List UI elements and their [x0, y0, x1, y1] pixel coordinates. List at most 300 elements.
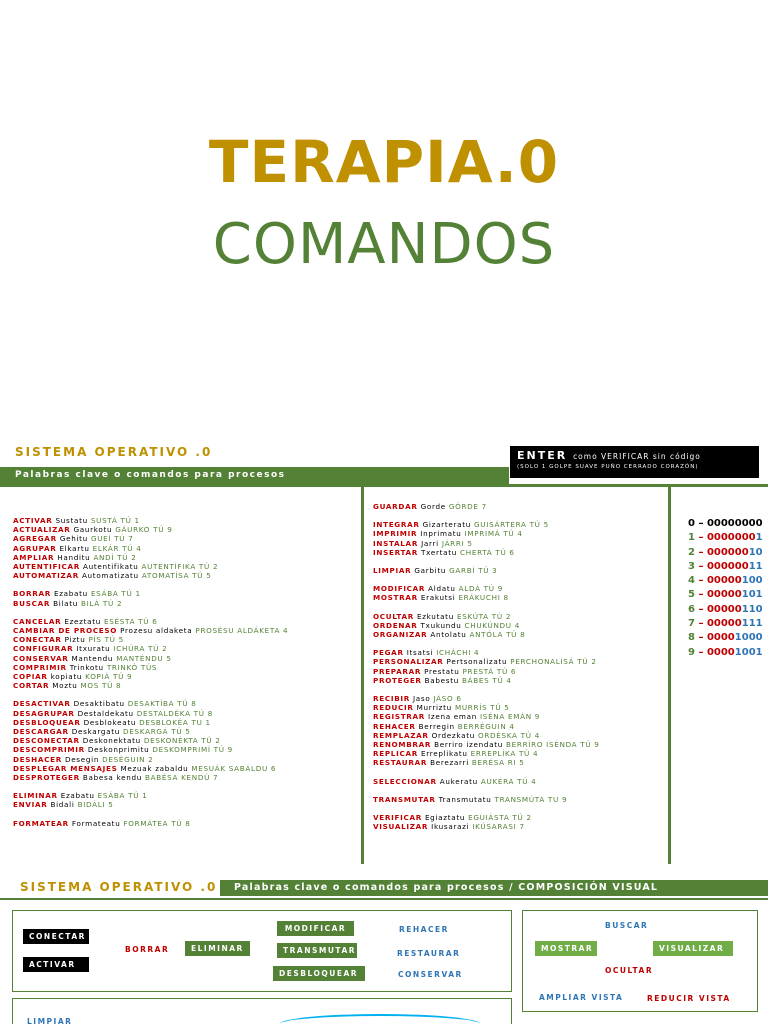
code-row — [688, 646, 763, 660]
command-keyword: DESAGRUPAR — [13, 708, 75, 718]
command-phonetic: FORMÁTEA TÚ 8 — [123, 818, 191, 828]
command-phonetic: ESÁBA TÚ 1 — [90, 589, 141, 599]
slide1-title: SISTEMA OPERATIVO .0 — [15, 445, 213, 459]
command-phonetic: BÁBES TÚ 4 — [462, 675, 512, 685]
command-row — [373, 822, 600, 831]
code-digit: 3 — [688, 560, 695, 572]
slide1-rule — [0, 484, 768, 487]
command-keyword: REPLICAR — [373, 749, 418, 759]
code-separator: – — [694, 603, 707, 615]
code-low-bits: 111 — [741, 618, 763, 630]
command-phonetic: GUISÁRTERA TÚ 5 — [474, 520, 549, 530]
code-digit: 8 — [688, 632, 695, 644]
command-keyword: PERSONALIZAR — [373, 657, 444, 667]
command-row — [13, 681, 288, 690]
group-gap — [13, 608, 288, 617]
code-low-bits: 1 — [755, 532, 763, 544]
column-divider-2 — [668, 487, 671, 864]
command-keyword: REGISTRAR — [373, 712, 426, 722]
command-keyword: DESPLEGAR MENSAJES — [13, 763, 118, 773]
panel-view — [522, 910, 758, 1012]
command-row — [373, 667, 600, 676]
command-keyword: CONFIGURAR — [13, 644, 74, 654]
command-row — [13, 599, 288, 608]
command-row — [373, 731, 600, 740]
command-basque: Ikusarazi — [431, 822, 470, 832]
command-row — [13, 736, 288, 745]
tag-mostrar: MOSTRAR — [535, 941, 597, 956]
command-phonetic: ICHÚRA TÚ 2 — [113, 644, 168, 654]
command-phonetic: CHUKÚNDU 4 — [464, 620, 521, 630]
tag-visualizar: VISUALIZAR — [653, 941, 733, 956]
enter-rest: como VERIFICAR sin código — [573, 452, 701, 461]
group-gap — [13, 580, 288, 589]
command-row — [13, 553, 288, 562]
group-gap — [13, 810, 288, 819]
command-basque: Bidali — [50, 800, 75, 810]
command-keyword: PEGAR — [373, 648, 404, 658]
command-basque: Jaso — [412, 694, 431, 704]
command-keyword: ENVIAR — [13, 800, 48, 810]
command-keyword: DESCOMPRIMIR — [13, 745, 85, 755]
code-row — [688, 560, 763, 574]
command-keyword: OCULTAR — [373, 611, 414, 621]
command-basque: Garbitu — [414, 566, 447, 576]
tag-modificar: MODIFICAR — [277, 921, 354, 936]
command-basque: Egiaztatu — [424, 813, 466, 823]
command-phonetic: JÁRRI 5 — [441, 538, 473, 548]
command-row — [13, 589, 288, 598]
command-keyword: SELECCIONAR — [373, 776, 437, 786]
command-phonetic: MOS TÚ 8 — [80, 681, 122, 691]
command-keyword: TRANSMUTAR — [373, 794, 436, 804]
command-basque: Ezabatu — [60, 791, 95, 801]
command-basque: Antolatu — [430, 630, 467, 640]
code-high-bits: 00000000 — [706, 518, 763, 529]
command-keyword: AUTENTIFICAR — [13, 562, 80, 572]
command-phonetic: EGUIÁSTA TÚ 2 — [468, 813, 532, 823]
tag-activar: ACTIVAR — [23, 957, 89, 972]
command-basque: Autentifikatu — [82, 562, 139, 572]
text-rehacer: REHACER — [399, 925, 449, 934]
command-keyword: VERIFICAR — [373, 813, 422, 823]
code-digit: 4 — [688, 575, 695, 587]
command-keyword: ORDENAR — [373, 620, 418, 630]
command-keyword: REDUCIR — [373, 703, 414, 713]
cover-page — [0, 0, 768, 418]
group-gap — [373, 557, 600, 566]
command-basque: Jarri — [421, 538, 439, 548]
command-row — [373, 722, 600, 731]
code-digit: 5 — [688, 589, 695, 601]
command-row — [13, 562, 288, 571]
command-basque: Murriztu — [416, 703, 452, 713]
command-keyword: DESPROTEGER — [13, 773, 80, 783]
command-keyword: VISUALIZAR — [373, 822, 429, 832]
command-keyword: DESHACER — [13, 754, 62, 764]
code-low-bits: 1000 — [734, 632, 763, 644]
command-keyword: COMPRIMIR — [13, 662, 67, 672]
command-phonetic: ERREPLÍKA TÚ 4 — [470, 749, 539, 759]
enter-note-main — [517, 449, 752, 462]
command-row — [373, 621, 600, 630]
text-borrar: BORRAR — [125, 945, 170, 954]
code-digit: 0 — [688, 518, 695, 529]
command-phonetic: GUEÍ TÚ 7 — [90, 534, 134, 544]
command-basque: Inprimatu — [420, 529, 462, 539]
code-separator: – — [694, 618, 707, 630]
command-basque: Piztu — [64, 635, 86, 645]
command-keyword: PREPARAR — [373, 666, 422, 676]
command-phonetic: ANDÍ TÚ 2 — [93, 552, 137, 562]
command-basque: Desaktibatu — [73, 699, 125, 709]
command-phonetic: ORDÉSKA TÚ 4 — [477, 730, 540, 740]
text-ampliar-vista: AMPLIAR VISTA — [539, 993, 624, 1002]
command-row — [373, 612, 600, 621]
text-restaurar: RESTAURAR — [397, 949, 461, 958]
text-buscar: BUSCAR — [605, 921, 649, 930]
command-phonetic: PRESTÁ TÚ 6 — [462, 666, 517, 676]
command-phonetic: ATOMATÍSA TÚ 5 — [141, 571, 212, 581]
command-basque: Erreplikatu — [420, 749, 468, 759]
command-row — [13, 764, 288, 773]
command-phonetic: ICHÁCHI 4 — [436, 648, 480, 658]
command-phonetic: GÁURKO TÚ 9 — [115, 525, 173, 535]
code-separator: – — [694, 518, 707, 529]
command-basque: Handitu — [57, 552, 91, 562]
command-basque: Desblokeatu — [83, 717, 137, 727]
code-high-bits: 00000 — [706, 589, 742, 601]
command-keyword: AGRUPAR — [13, 543, 57, 553]
command-row — [373, 694, 600, 703]
command-phonetic: IMPRIMÁ TÚ 4 — [464, 529, 523, 539]
code-separator: – — [694, 632, 707, 644]
group-gap — [373, 685, 600, 694]
code-row — [688, 588, 763, 602]
command-phonetic: GÓRDE 7 — [448, 502, 487, 511]
code-row — [688, 531, 763, 545]
command-row — [373, 520, 600, 529]
command-phonetic: DESAKTÍBA TÚ 8 — [127, 699, 197, 709]
command-row — [13, 544, 288, 553]
command-phonetic: BERRÍRO ISÉNDA TÚ 9 — [506, 740, 600, 750]
command-row — [373, 648, 600, 657]
command-row — [373, 676, 600, 685]
code-high-bits: 0000 — [706, 646, 735, 658]
command-phonetic: MESUÁK SABÁLDU 6 — [191, 763, 277, 773]
command-phonetic: CHERTÁ TÚ 6 — [460, 547, 515, 557]
command-row — [13, 745, 288, 754]
command-basque: Babesa kendu — [82, 773, 142, 783]
group-gap — [13, 690, 288, 699]
code-separator: – — [694, 560, 707, 572]
command-row — [373, 712, 600, 721]
command-basque: Formateatu — [71, 818, 121, 828]
command-row — [373, 740, 600, 749]
group-gap — [13, 782, 288, 791]
command-keyword: CONSERVAR — [13, 653, 69, 663]
command-basque: Berezarri — [430, 758, 469, 768]
command-row — [373, 813, 600, 822]
command-basque: Itxuratu — [76, 644, 111, 654]
command-row — [13, 617, 288, 626]
command-row — [373, 593, 600, 602]
command-keyword: ACTUALIZAR — [13, 525, 71, 535]
command-keyword: CANCELAR — [13, 616, 62, 626]
command-phonetic: PERCHONALISÁ TÚ 2 — [510, 657, 597, 667]
code-low-bits: 11 — [748, 560, 763, 572]
command-row — [13, 718, 288, 727]
command-basque: Ezkutatu — [416, 611, 454, 621]
command-row — [13, 516, 288, 525]
command-row — [373, 703, 600, 712]
code-high-bits: 000000 — [706, 560, 749, 572]
command-basque: Berregin — [418, 721, 455, 731]
code-separator: – — [694, 532, 707, 544]
command-keyword: ACTIVAR — [13, 516, 53, 525]
command-row — [13, 571, 288, 580]
command-basque: Prozesu aldaketa — [120, 626, 193, 636]
code-low-bits: 100 — [741, 575, 763, 587]
command-phonetic: BIDÁLI 5 — [77, 800, 114, 810]
command-keyword: RENOMBRAR — [373, 740, 432, 750]
enter-note-sub: (SOLO 1 GOLPE SUAVE PUÑO CERRADO CORAZÓN) — [517, 464, 699, 470]
command-phonetic: ANTÓLA TÚ 8 — [469, 630, 526, 640]
code-digit: 9 — [688, 646, 695, 658]
command-phonetic: AUTENTÍFIKA TÚ 2 — [141, 562, 219, 572]
command-keyword: ELIMINAR — [13, 791, 58, 801]
tag-eliminar: ELIMINAR — [185, 941, 250, 956]
code-row — [688, 517, 763, 531]
command-phonetic: MANTÉNDU 5 — [116, 653, 172, 663]
command-keyword: AUTOMATIZAR — [13, 571, 79, 581]
command-keyword: DESACTIVAR — [13, 699, 71, 709]
command-row — [13, 672, 288, 681]
command-phonetic: DESKONÉKTA TÚ 2 — [143, 736, 221, 746]
command-keyword: AGREGAR — [13, 534, 57, 544]
command-row — [373, 749, 600, 758]
command-basque: Gorde — [420, 502, 446, 511]
command-keyword: CONECTAR — [13, 635, 62, 645]
command-keyword: COPIAR — [13, 672, 48, 682]
enter-keyword: ENTER — [517, 449, 568, 462]
command-basque: Aukeratu — [439, 776, 478, 786]
group-gap — [373, 511, 600, 520]
command-row — [373, 657, 600, 666]
command-keyword: BORRAR — [13, 589, 51, 599]
command-phonetic: PROSÉSU ALDÁKETA 4 — [195, 626, 289, 636]
command-row — [373, 777, 600, 786]
command-keyword: REMPLAZAR — [373, 730, 429, 740]
command-row — [373, 548, 600, 557]
slide1-subtitle-bar: Palabras clave o comandos para procesos — [0, 467, 509, 485]
command-row — [13, 663, 288, 672]
command-phonetic: ELKÁR TÚ 4 — [92, 543, 142, 553]
slide2-title: SISTEMA OPERATIVO .0 — [20, 880, 218, 894]
command-keyword: GUARDAR — [373, 502, 418, 511]
command-phonetic: BABÉSA KENDÚ 7 — [144, 773, 219, 783]
enter-note — [510, 446, 759, 478]
command-phonetic: TRANSMÚTA TU 9 — [494, 794, 568, 804]
text-ocultar: OCULTAR — [605, 966, 654, 975]
command-basque: Aldatu — [428, 584, 456, 594]
commands-column-middle — [373, 502, 600, 831]
command-keyword: LIMPIAR — [373, 566, 412, 576]
code-low-bits: 101 — [741, 589, 763, 601]
command-phonetic: ERÁKUCHI 8 — [458, 593, 509, 603]
binary-code-list — [688, 517, 763, 660]
command-basque: Prestatu — [424, 666, 460, 676]
command-row — [13, 791, 288, 800]
command-keyword: PROTEGER — [373, 675, 422, 685]
command-row — [13, 819, 288, 828]
command-basque: Automatizatu — [81, 571, 139, 581]
command-keyword: REHACER — [373, 721, 416, 731]
code-low-bits: 10 — [748, 546, 763, 558]
group-gap — [373, 575, 600, 584]
command-keyword: DESCARGAR — [13, 727, 69, 737]
command-basque: Deskargatu — [71, 727, 121, 737]
code-row — [688, 603, 763, 617]
code-separator: – — [694, 575, 707, 587]
command-basque: Transmutatu — [438, 794, 492, 804]
command-basque: Sustatu — [55, 516, 88, 525]
command-basque: Bilatu — [53, 598, 78, 608]
command-keyword: MOSTRAR — [373, 593, 418, 603]
command-phonetic: KOPIÁ TÚ 9 — [85, 672, 133, 682]
column-divider-1 — [361, 487, 364, 864]
command-basque: Izena eman — [428, 712, 477, 722]
command-row — [373, 566, 600, 575]
command-basque: Deskonektatu — [82, 736, 141, 746]
command-phonetic: ESÁBA TÚ 1 — [97, 791, 148, 801]
command-basque: Txertatu — [421, 547, 458, 557]
command-row — [13, 626, 288, 635]
commands-slide — [0, 418, 768, 1024]
command-keyword: RECIBIR — [373, 694, 410, 704]
text-conservar: CONSERVAR — [398, 970, 463, 979]
code-high-bits: 0000 — [706, 632, 735, 644]
code-separator: – — [694, 646, 707, 658]
command-basque: Destaldekatu — [77, 708, 134, 718]
command-basque: Babestu — [424, 675, 460, 685]
command-keyword: IMPRIMIR — [373, 529, 418, 539]
code-separator: – — [694, 589, 707, 601]
command-row — [373, 630, 600, 639]
command-basque: Txukundu — [420, 620, 462, 630]
code-high-bits: 00000 — [706, 603, 742, 615]
group-gap — [373, 768, 600, 777]
command-row — [13, 773, 288, 782]
command-basque: Erakutsi — [420, 593, 456, 603]
command-keyword: BUSCAR — [13, 598, 51, 608]
command-basque: Ordezkatu — [431, 730, 475, 740]
command-keyword: INSTALAR — [373, 538, 419, 548]
command-phonetic: ESKÚTA TÚ 2 — [456, 611, 512, 621]
command-basque: Desegin — [64, 754, 100, 764]
code-digit: 2 — [688, 546, 695, 558]
command-keyword: INSERTAR — [373, 547, 419, 557]
command-phonetic: BILÁ TÚ 2 — [80, 598, 123, 608]
command-keyword: DESBLOQUEAR — [13, 717, 81, 727]
command-row — [13, 654, 288, 663]
command-basque: Gizarteratu — [422, 520, 472, 530]
command-phonetic: PÍS TÚ 5 — [88, 635, 124, 645]
group-gap — [373, 804, 600, 813]
command-phonetic: DESBLOKÉA TU 1 — [139, 717, 211, 727]
cover-subtitle: COMANDOS — [212, 212, 556, 277]
command-row — [13, 635, 288, 644]
code-row — [688, 574, 763, 588]
command-row — [373, 502, 600, 511]
slide2-subtitle-bar: Palabras clave o comandos para procesos / COMPOSICIÓN VISUAL — [220, 880, 768, 896]
command-phonetic: SUSTÁ TÚ 1 — [90, 516, 140, 525]
command-basque: Moztu — [52, 681, 78, 691]
command-row — [13, 644, 288, 653]
panel-actions — [12, 910, 512, 992]
command-phonetic: IKÚSARASI 7 — [472, 822, 525, 832]
command-row — [13, 699, 288, 708]
command-phonetic: JÁSO 6 — [433, 694, 462, 704]
command-keyword: MODIFICAR — [373, 584, 426, 594]
text-limpiar: LIMPIAR — [27, 1017, 73, 1024]
command-phonetic: MURRÍS TÚ 5 — [454, 703, 510, 713]
command-phonetic: ESÉSTA TÚ 6 — [104, 616, 158, 626]
command-basque: Mezuak zabaldu — [120, 763, 189, 773]
command-keyword: FORMATEAR — [13, 818, 69, 828]
slide2-rule — [0, 898, 768, 900]
command-row — [373, 795, 600, 804]
code-high-bits: 0000000 — [706, 532, 756, 544]
command-row — [13, 727, 288, 736]
command-row — [13, 709, 288, 718]
tag-desbloquear: DESBLOQUEAR — [273, 966, 365, 981]
code-high-bits: 00000 — [706, 575, 742, 587]
code-high-bits: 000000 — [706, 546, 749, 558]
command-basque: Trinkotu — [69, 662, 104, 672]
code-separator: – — [694, 546, 707, 558]
command-phonetic: AUKÉRA TÚ 4 — [480, 776, 537, 786]
commands-column-left — [13, 516, 288, 828]
command-row — [373, 584, 600, 593]
command-basque: Pertsonalizatu — [446, 657, 508, 667]
command-phonetic: BERÉSA RI 5 — [471, 758, 525, 768]
command-basque: Deskonprimitu — [87, 745, 150, 755]
command-phonetic: ISÉNA EMÁN 9 — [479, 712, 541, 722]
command-phonetic: DESKARGÁ TÚ 5 — [123, 727, 191, 737]
code-low-bits: 110 — [741, 603, 763, 615]
tag-transmutar: TRANSMUTAR — [277, 943, 357, 958]
code-digit: 7 — [688, 618, 695, 630]
command-phonetic: TRINKÓ TÚS — [106, 662, 158, 672]
command-basque: Mantendu — [71, 653, 114, 663]
group-gap — [373, 639, 600, 648]
command-basque: Elkartu — [59, 543, 90, 553]
command-basque: Itsatsi — [406, 648, 434, 658]
command-keyword: AMPLIAR — [13, 552, 55, 562]
code-digit: 1 — [688, 532, 695, 544]
command-basque: kopiatu — [50, 672, 83, 682]
command-row — [373, 529, 600, 538]
code-low-bits: 1001 — [734, 646, 763, 658]
command-basque: Gehitu — [59, 534, 88, 544]
cover-title: TERAPIA.0 — [208, 128, 560, 196]
command-basque: Ezabatu — [53, 589, 88, 599]
command-phonetic: BERRÉGUIN 4 — [457, 721, 515, 731]
code-row — [688, 631, 763, 645]
command-keyword: DESCONECTAR — [13, 736, 80, 746]
group-gap — [373, 603, 600, 612]
